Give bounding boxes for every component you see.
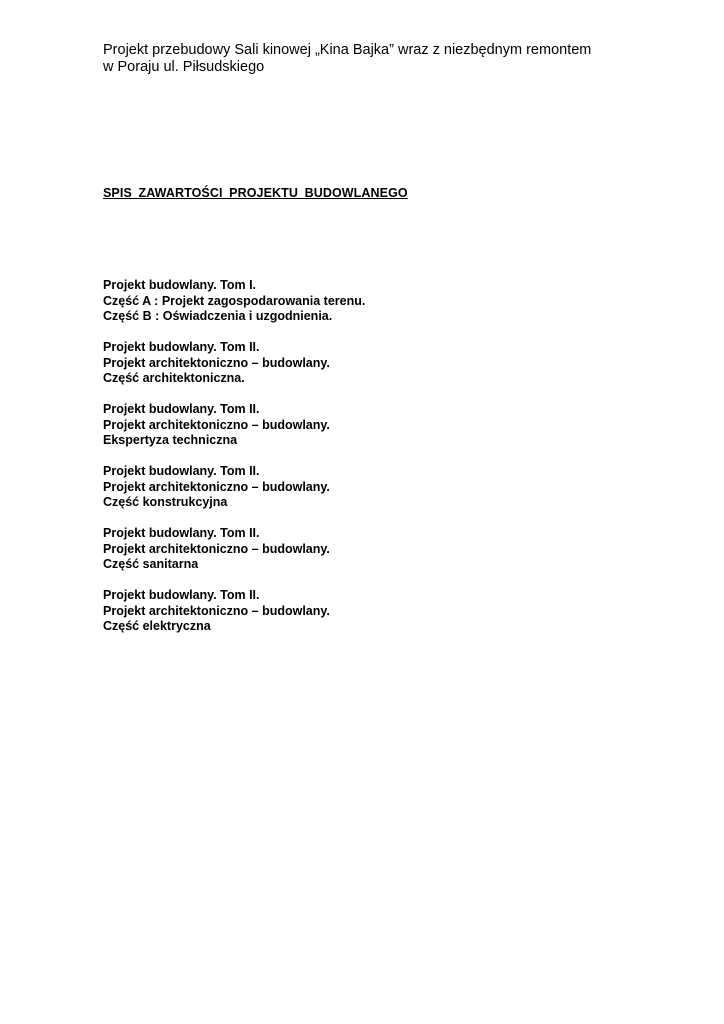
toc-line: Część B : Oświadczenia i uzgodnienia. — [103, 309, 333, 323]
toc-group-6 — [103, 588, 623, 635]
header-line-2: w Poraju ul. Piłsudskiego — [103, 59, 265, 75]
document-header — [103, 42, 663, 76]
toc-line: Część konstrukcyjna — [103, 495, 228, 509]
toc-group-4 — [103, 464, 623, 511]
toc-line: Projekt architektoniczno – budowlany. — [103, 541, 330, 556]
toc-line: Projekt budowlany. Tom II. — [103, 464, 260, 478]
toc-line: Ekspertyza techniczna — [103, 433, 238, 447]
toc-line: Część A : Projekt zagospodarowania terenu. — [103, 293, 366, 308]
toc-group-1 — [103, 278, 623, 325]
toc-group-5 — [103, 526, 623, 573]
toc-line: Część sanitarna — [103, 557, 199, 571]
toc-line: Projekt budowlany. Tom II. — [103, 588, 260, 602]
toc-line: Projekt architektoniczno – budowlany. — [103, 417, 330, 432]
toc-line: Projekt budowlany. Tom II. — [103, 526, 260, 540]
toc-line: Część elektryczna — [103, 619, 211, 633]
toc-title: SPIS ZAWARTOŚCI PROJEKTU BUDOWLANEGO — [103, 186, 408, 200]
toc-line: Projekt budowlany. Tom II. — [103, 402, 260, 416]
toc-line: Projekt budowlany. Tom II. — [103, 340, 260, 354]
toc-group-2 — [103, 340, 623, 387]
toc-group-3 — [103, 402, 623, 449]
toc-line: Projekt architektoniczno – budowlany. — [103, 355, 330, 370]
header-line-1: Projekt przebudowy Sali kinowej „Kina Bajka” wraz z niezbędnym remontem — [103, 42, 592, 58]
toc-line: Część architektoniczna. — [103, 371, 245, 385]
toc-line: Projekt architektoniczno – budowlany. — [103, 479, 330, 494]
toc-line: Projekt budowlany. Tom I. — [103, 278, 257, 292]
toc-line: Projekt architektoniczno – budowlany. — [103, 603, 330, 618]
table-of-contents — [103, 278, 623, 650]
